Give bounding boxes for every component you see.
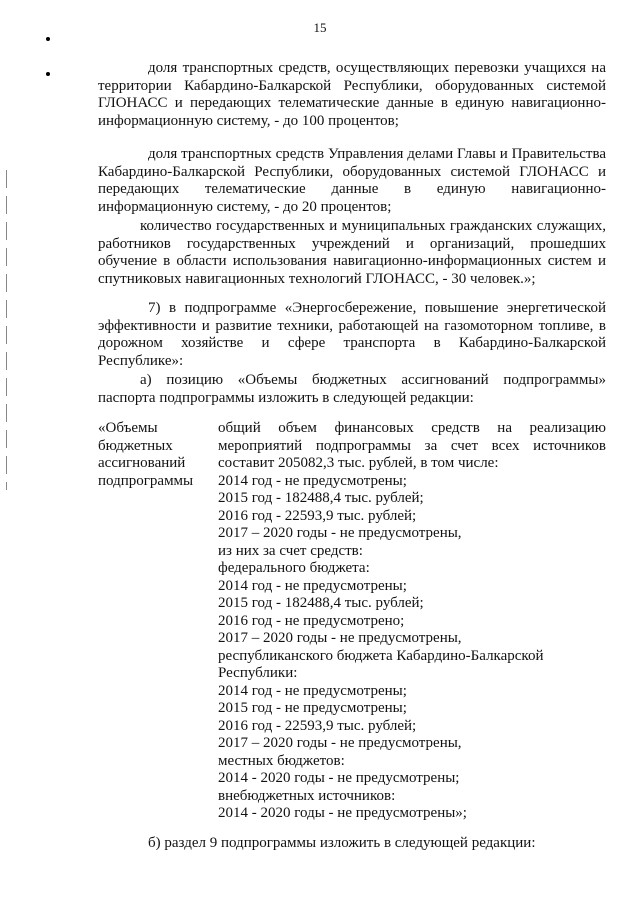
funding-line: 2016 год - 22593,9 тыс. рублей;	[218, 507, 417, 524]
funding-line: 2015 год - не предусмотрены;	[218, 700, 407, 716]
funding-line: внебюджетных источников:	[218, 787, 396, 804]
passport-table	[98, 420, 606, 823]
funding-line: 2017 – 2020 годы - не предусмотрены,	[218, 525, 462, 541]
passport-label	[98, 420, 218, 823]
funding-line: 2016 год - 22593,9 тыс. рублей;	[218, 717, 417, 734]
funding-line: федерального бюджета:	[218, 560, 370, 576]
paragraph-glonass-students: доля транспортных средств, осуществляющих перевозки учащихся на территории Кабардино-Балкарской Республики, оборудованных системой ГЛОНАСС и передающих телематические данные в единую навигационно-информационную систему, - до 100 процентов;	[98, 60, 606, 129]
funding-line: 2015 год - 182488,4 тыс. рублей;	[218, 490, 424, 506]
margin-dot-mark	[46, 37, 50, 41]
passport-label-line: ассигнований	[98, 455, 186, 471]
funding-line: из них за счет средств:	[218, 542, 363, 559]
funding-line: 2014 - 2020 годы - не предусмотрены;	[218, 770, 460, 786]
paragraph-section-9: б) раздел 9 подпрограммы изложить в следующей редакции:	[148, 834, 536, 851]
paragraph-energy-subprogram: 7) в подпрограмме «Энергосбережение, повышение энергетической эффективности и развитие техники, работающей на газомоторном топливе, в дорожном хозяйстве и сфере транспорта в Кабардино-Балкарской Республике»:	[98, 300, 606, 369]
funding-line: 2017 – 2020 годы - не предусмотрены,	[218, 630, 462, 646]
funding-line: 2014 год - не предусмотрены;	[218, 682, 407, 699]
passport-value	[218, 420, 606, 823]
passport-label-line: «Объемы	[98, 420, 158, 436]
paragraph-passport-position: а) позицию «Объемы бюджетных ассигнований подпрограммы» паспорта подпрограммы изложить в следующей редакции:	[98, 372, 606, 406]
funding-line: 2015 год - 182488,4 тыс. рублей;	[218, 595, 424, 611]
funding-line: 2016 год - не предусмотрено;	[218, 612, 405, 629]
page-number: 15	[313, 20, 327, 35]
document-body	[98, 60, 606, 852]
margin-dot-mark	[46, 72, 50, 76]
funding-line: местных бюджетов:	[218, 752, 345, 769]
passport-label-line: подпрограммы	[98, 472, 194, 489]
funding-line: 2017 – 2020 годы - не предусмотрены,	[218, 735, 462, 751]
funding-line: республиканского бюджета Кабардино-Балкарской Республики:	[218, 647, 544, 681]
scan-edge-line	[6, 170, 7, 490]
funding-line: 2014 год - не предусмотрены;	[218, 577, 407, 594]
funding-line: 2014 год - не предусмотрены;	[218, 472, 407, 489]
passport-label-line: бюджетных	[98, 437, 173, 454]
funding-line: 2014 - 2020 годы - не предусмотрены»;	[218, 805, 467, 821]
paragraph-glonass-government: доля транспортных средств Управления делами Главы и Правительства Кабардино-Балкарской Республики, оборудованных системой ГЛОНАСС и передающих телематические данные в единую навигационно-информационную систему, - до 20 процентов;	[98, 146, 606, 215]
paragraph-trained-employees: количество государственных и муниципальных гражданских служащих, работников государственных учреждений и организаций, прошедших обучение в области использования навигационно-информационных систем и спутниковых навигационных технологий ГЛОНАСС, - 30 человек.»;	[98, 218, 606, 287]
funding-intro: общий объем финансовых средств на реализацию мероприятий подпрограммы за счет всех источников составит 205082,3 тыс. рублей, в том числе:	[218, 420, 606, 471]
